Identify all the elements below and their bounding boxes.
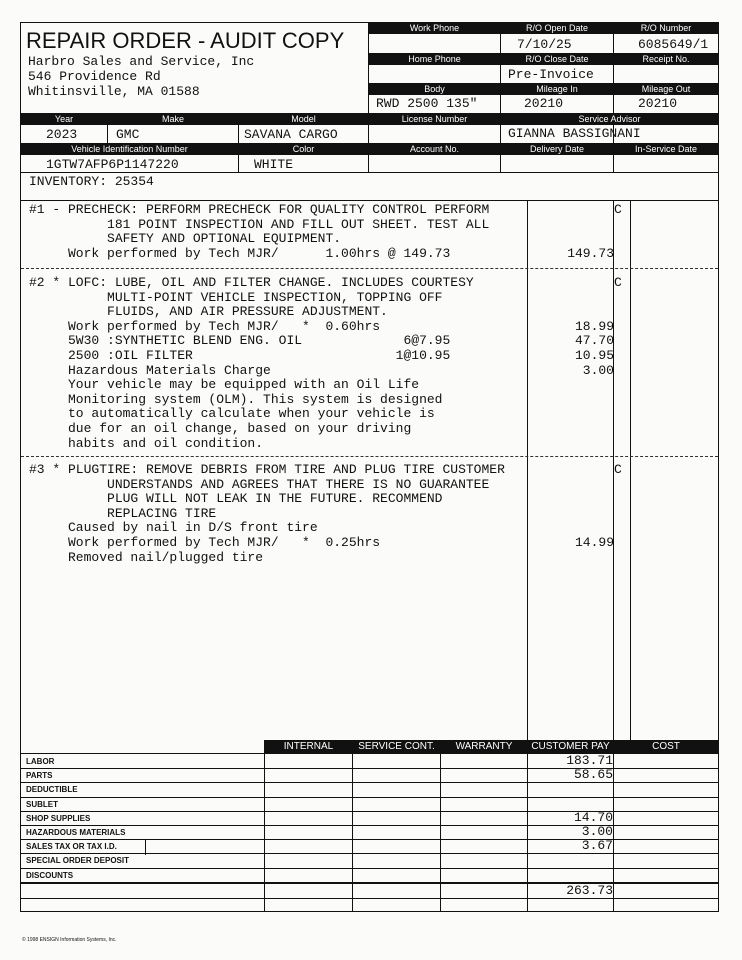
grid-h5 bbox=[20, 172, 718, 173]
col-service-cont-header: SERVICE CONT. bbox=[353, 740, 440, 753]
delivery-date-label: Delivery Date bbox=[501, 144, 613, 155]
job-line-text: due for an oil change, based on your driving bbox=[29, 421, 412, 436]
job-line-text: SAFETY AND OPTIONAL EQUIPMENT. bbox=[29, 231, 342, 247]
totals-row-label: HAZARDOUS MATERIALS bbox=[26, 828, 126, 837]
dealer-name: Harbro Sales and Service, Inc bbox=[28, 54, 255, 69]
job-line-text: Hazardous Materials Charge bbox=[29, 362, 271, 378]
grand-total-value: 263.73 bbox=[566, 883, 613, 898]
grid-v-year bbox=[107, 114, 108, 144]
totals-bottom-line2 bbox=[20, 911, 718, 912]
totals-row-label: LABOR bbox=[26, 757, 55, 766]
totals-row-divider bbox=[20, 853, 718, 854]
totals-row-label: SUBLET bbox=[26, 799, 58, 809]
job-line-text: 5W30 :SYNTHETIC BLEND ENG. OIL 6@7.95 bbox=[29, 333, 451, 349]
job-line-text: to automatically calculate when your vehicle is bbox=[29, 406, 435, 422]
account-label: Account No. bbox=[369, 144, 500, 155]
mileage-in-label: Mileage In bbox=[501, 84, 613, 95]
job-line-text: Monitoring system (OLM). This system is designed bbox=[29, 391, 443, 407]
job-line-text: #2 * LOFC: LUBE, OIL AND FILTER CHANGE. INCLUDES COURTESY bbox=[29, 275, 474, 290]
col-internal-header: INTERNAL bbox=[265, 740, 352, 753]
body-value: RWD 2500 135" bbox=[376, 96, 478, 111]
job-line-text: PLUG WILL NOT LEAK IN THE FUTURE. RECOMMEND bbox=[29, 491, 443, 507]
color-value: WHITE bbox=[254, 157, 294, 172]
ro-open-date-value: 7/10/25 bbox=[517, 37, 572, 52]
totals-row-label: SHOP SUPPLIES bbox=[26, 813, 91, 823]
page-title: REPAIR ORDER - AUDIT COPY bbox=[26, 28, 345, 53]
job-line-text: Removed nail/plugged tire bbox=[29, 549, 264, 565]
totals-v2 bbox=[352, 740, 353, 912]
job-separator bbox=[21, 268, 718, 269]
code-col-right bbox=[630, 200, 631, 740]
totals-row-customer-pay: 14.70 bbox=[573, 809, 613, 825]
totals-row-label: SALES TAX OR TAX I.D. bbox=[26, 842, 117, 852]
col-cost-header: COST bbox=[614, 740, 718, 753]
dealer-street: 546 Providence Rd bbox=[28, 69, 161, 84]
ro-number-value: 6085649/1 bbox=[638, 37, 709, 52]
mileage-out-label: Mileage Out bbox=[614, 84, 718, 95]
license-label: License Number bbox=[369, 114, 500, 125]
totals-row-label: DEDUCTIBLE bbox=[26, 785, 78, 795]
inventory-line: INVENTORY: 25354 bbox=[29, 174, 154, 189]
job-line-text: #3 * PLUGTIRE: REMOVE DEBRIS FROM TIRE AND PLUG TIRE CUSTOMER bbox=[29, 462, 505, 477]
totals-row-label: SPECIAL ORDER DEPOSIT bbox=[26, 856, 129, 866]
totals-row-label: DISCOUNTS bbox=[26, 870, 74, 880]
totals-sum-line bbox=[20, 883, 718, 884]
year-value: 2023 bbox=[46, 127, 78, 142]
totals-v1 bbox=[264, 740, 265, 912]
advisor-label: Service Advisor bbox=[501, 114, 718, 125]
dealer-city: Whitinsville, MA 01588 bbox=[28, 84, 200, 99]
year-label: Year bbox=[21, 114, 107, 125]
in-service-date-label: In-Service Date bbox=[614, 144, 718, 155]
job-line-text: #1 - PRECHECK: PERFORM PRECHECK FOR QUALITY CONTROL PERFORM bbox=[29, 202, 490, 217]
mileage-in-value: 20210 bbox=[524, 96, 564, 111]
job-line-text: Work performed by Tech MJR/ * 0.25hrs bbox=[29, 535, 381, 550]
job-line-text: Caused by nail in D/S front tire bbox=[29, 520, 318, 536]
amount-col-left bbox=[527, 200, 528, 740]
copyright-footer: © 1998 ENSIGN Information Systems, Inc. bbox=[22, 937, 117, 943]
totals-row-customer-pay: 3.00 bbox=[581, 824, 613, 839]
ro-close-date-value: Pre-Invoice bbox=[508, 67, 594, 82]
totals-row-divider bbox=[20, 768, 718, 769]
ro-close-date-label: R/O Close Date bbox=[501, 54, 613, 65]
vin-label: Vehicle Identification Number bbox=[21, 144, 238, 155]
job-line-amount: 47.70 bbox=[574, 333, 614, 349]
job-line-amount: 18.99 bbox=[574, 318, 614, 334]
totals-bottom-line1 bbox=[20, 898, 718, 899]
col-warranty-header: WARRANTY bbox=[441, 740, 527, 753]
totals-row-customer-pay: 183.71 bbox=[566, 753, 613, 768]
totals-row-customer-pay: 58.65 bbox=[573, 767, 613, 783]
home-phone-label: Home Phone bbox=[369, 54, 500, 65]
totals-row-customer-pay: 3.67 bbox=[581, 838, 613, 854]
ro-open-date-label: R/O Open Date bbox=[501, 23, 613, 34]
body-label: Body bbox=[369, 84, 500, 95]
ro-number-label: R/O Number bbox=[614, 23, 718, 34]
job-line-text: 181 POINT INSPECTION AND FILL OUT SHEET. TEST ALL bbox=[29, 216, 490, 232]
model-value: SAVANA CARGO bbox=[244, 127, 338, 142]
job-line-text: 2500 :OIL FILTER 1@10.95 bbox=[29, 348, 451, 363]
totals-row-divider bbox=[20, 839, 718, 840]
make-label: Make bbox=[108, 114, 238, 125]
job-line-code: C bbox=[614, 202, 622, 217]
color-label: Color bbox=[239, 144, 368, 155]
work-phone-label: Work Phone bbox=[369, 23, 500, 34]
vin-value: 1GTW7AFP6P1147220 bbox=[46, 157, 179, 172]
totals-row-divider bbox=[20, 782, 718, 783]
job-line-text: UNDERSTANDS AND AGREES THAT THERE IS NO GUARANTEE bbox=[29, 476, 490, 492]
job-line-text: habits and oil condition. bbox=[29, 435, 264, 451]
job-line-amount: 10.95 bbox=[574, 348, 614, 363]
totals-row-divider bbox=[20, 868, 718, 869]
job-line-text: Work performed by Tech MJR/ 1.00hrs @ 149.73 bbox=[29, 245, 451, 261]
receipt-no-label: Receipt No. bbox=[614, 54, 718, 65]
job-line-amount: 14.99 bbox=[574, 535, 614, 550]
job-separator bbox=[21, 456, 718, 457]
totals-row-divider bbox=[20, 811, 718, 812]
col-customer-pay-header: CUSTOMER PAY bbox=[528, 740, 613, 753]
mileage-out-value: 20210 bbox=[638, 96, 678, 111]
totals-v3 bbox=[440, 740, 441, 912]
job-line-text: REPLACING TIRE bbox=[29, 505, 217, 521]
job-line-text: FLUIDS, AND AIR PRESSURE ADJUSTMENT. bbox=[29, 304, 388, 320]
job-line-amount: 149.73 bbox=[567, 245, 614, 261]
job-line-code: C bbox=[614, 275, 622, 290]
job-line-text: Work performed by Tech MJR/ * 0.60hrs bbox=[29, 318, 381, 334]
right-border bbox=[718, 22, 719, 912]
job-line-text: Your vehicle may be equipped with an Oil Life bbox=[29, 377, 420, 393]
model-label: Model bbox=[239, 114, 368, 125]
left-border bbox=[20, 22, 21, 912]
advisor-value: GIANNA BASSIGNANI bbox=[508, 126, 641, 141]
job-line-text: MULTI-POINT VEHICLE INSPECTION, TOPPING OFF bbox=[29, 289, 443, 305]
totals-v5 bbox=[613, 740, 614, 912]
totals-row-divider bbox=[20, 825, 718, 826]
totals-row-label: PARTS bbox=[26, 771, 53, 781]
job-line-code: C bbox=[614, 462, 622, 477]
totals-row-divider bbox=[20, 797, 718, 798]
make-value: GMC bbox=[116, 127, 140, 142]
job-line-amount: 3.00 bbox=[582, 362, 614, 378]
